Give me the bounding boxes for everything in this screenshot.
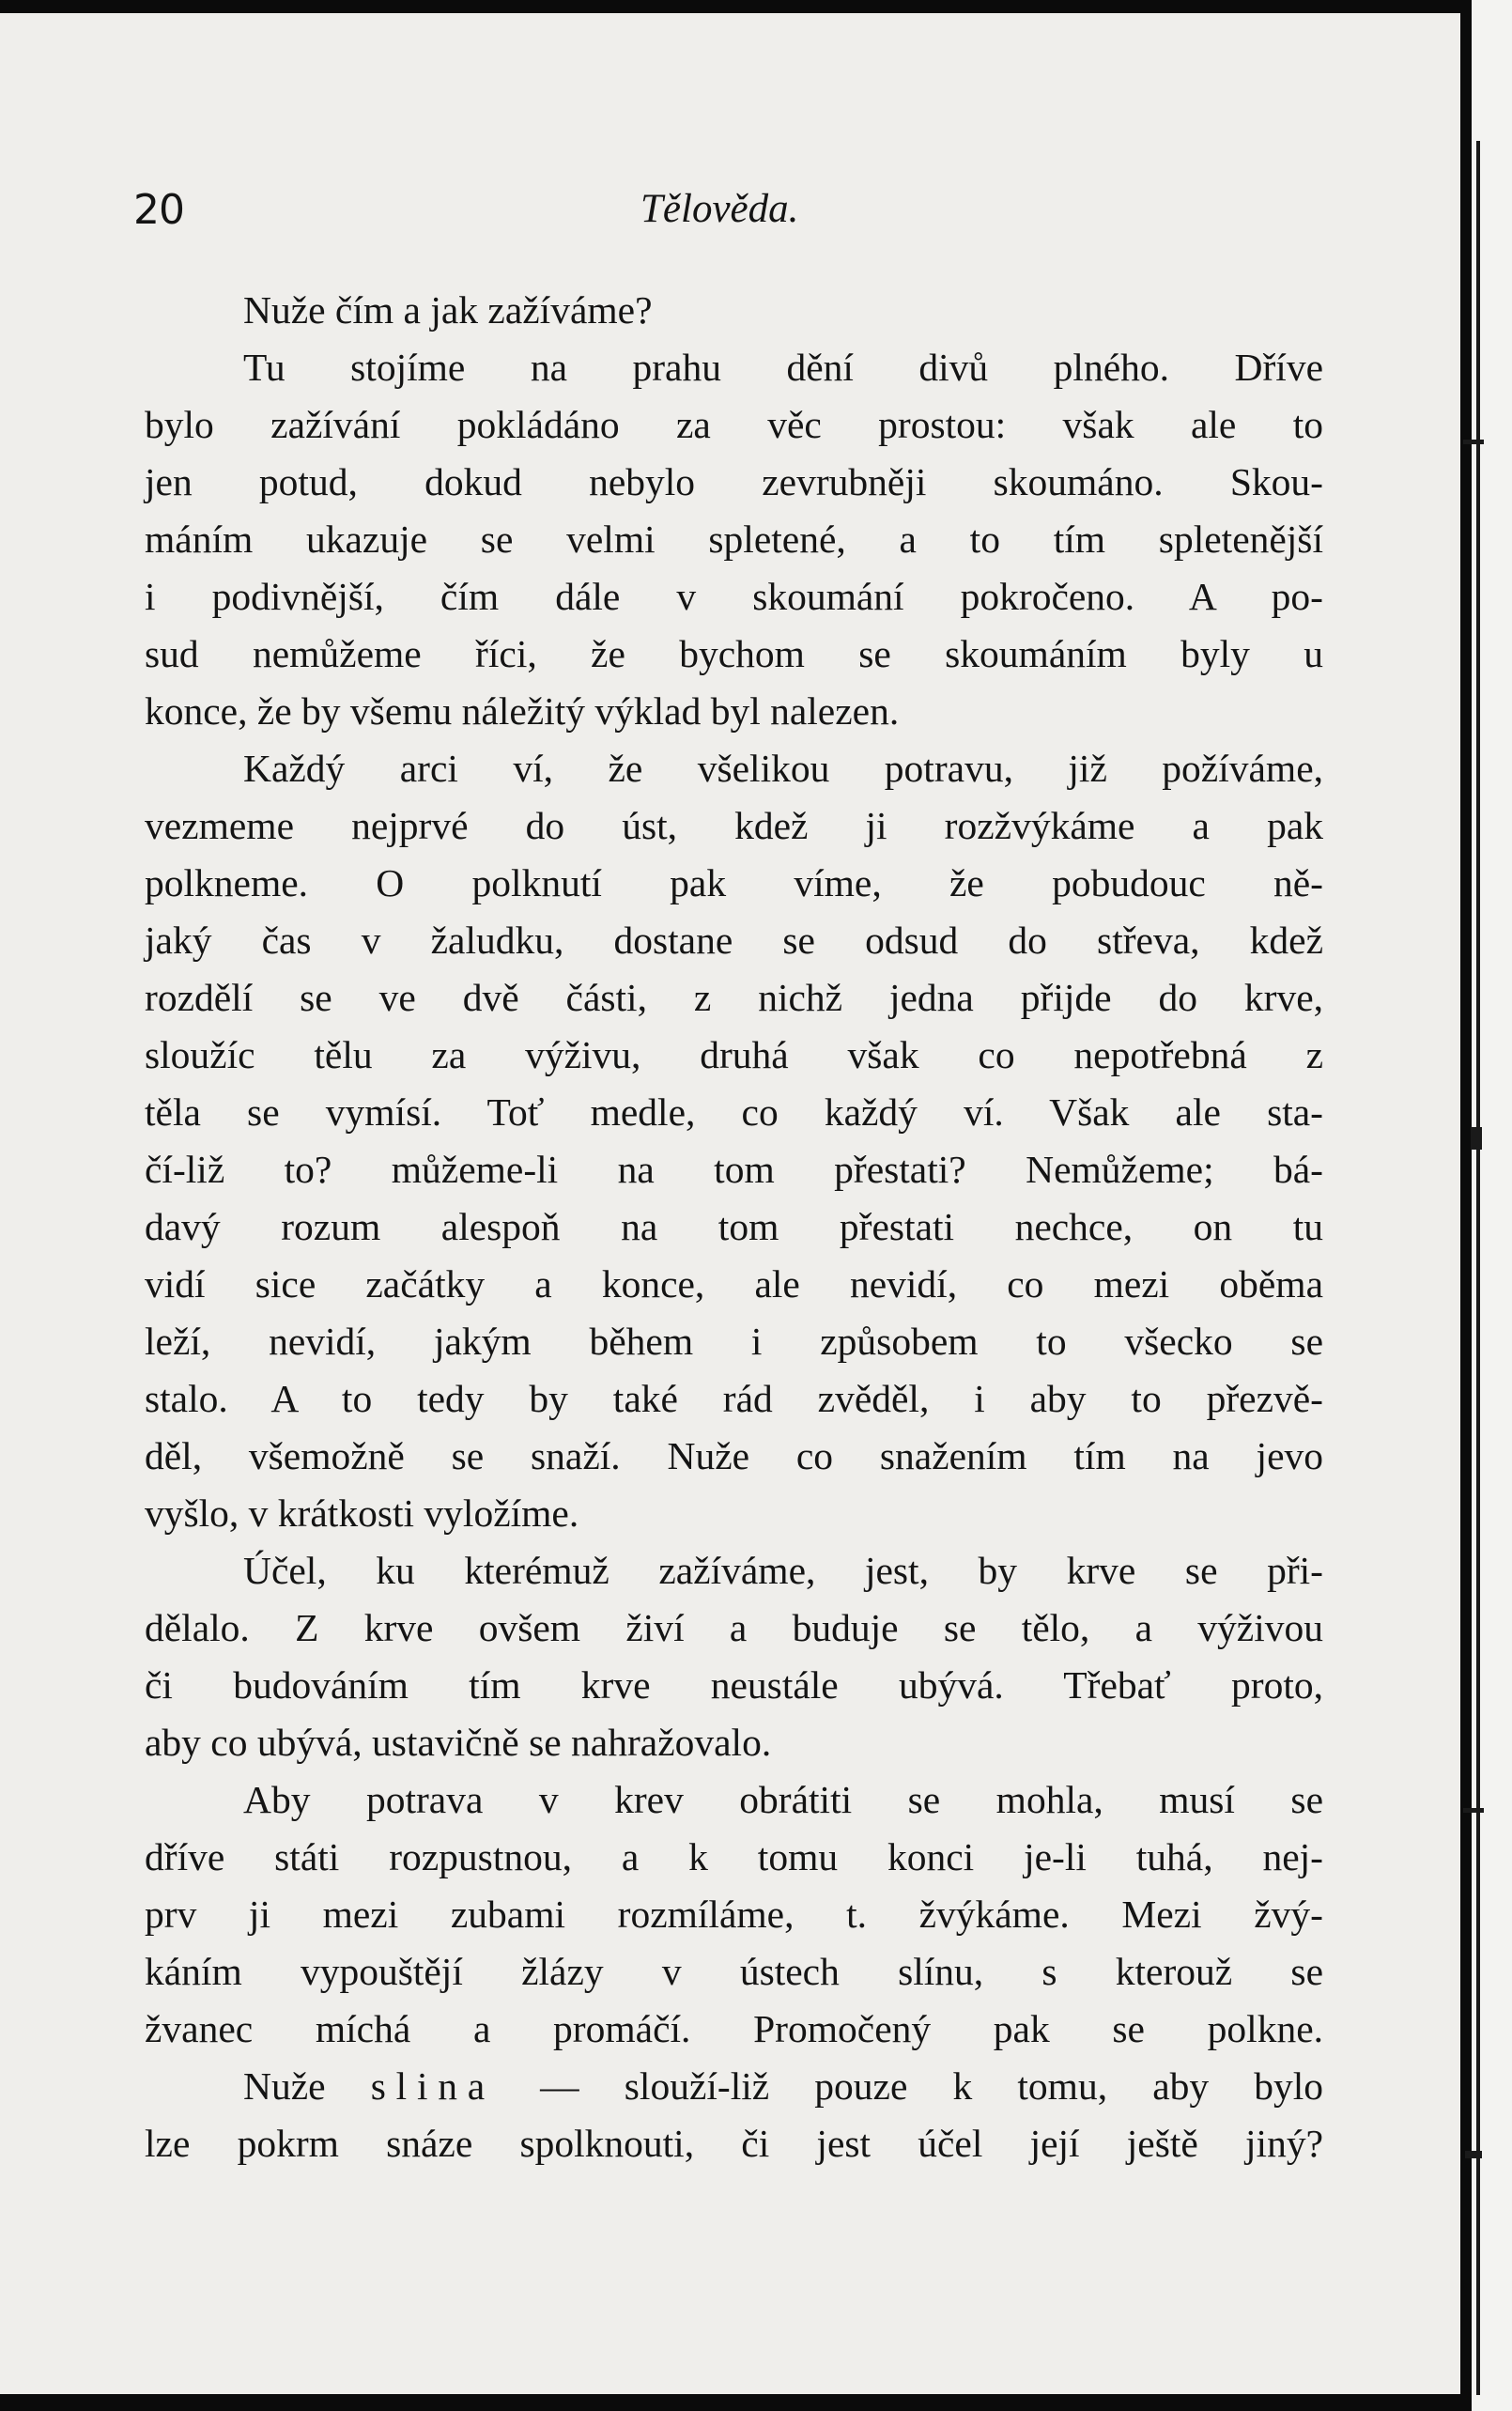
text-line: sud nemůžeme říci, že bychom se skoumáním byly u: [145, 632, 1323, 675]
text-line: dělalo. Z krve ovšem živí a buduje se tělo, a výživou: [145, 1606, 1323, 1649]
text-line: či budováním tím krve neustále ubývá. Třebať proto,: [145, 1663, 1323, 1707]
text-line: děl, všemožně se snaží. Nuže co snažením tím na jevo: [145, 1434, 1323, 1477]
text-line: rozdělí se ve dvě části, z nichž jedna přijde do krve,: [145, 976, 1323, 1019]
binding-tick-mark: [1463, 1808, 1484, 1813]
text-line: těla se vymísí. Toť medle, co každý ví. Však ale sta-: [145, 1090, 1323, 1134]
body-text: [145, 282, 1323, 2172]
text-line: vidí sice začátky a konce, ale nevidí, co mezi oběma: [145, 1262, 1323, 1306]
text-line: davý rozum alespoň na tom přestati nechce, on tu: [145, 1205, 1323, 1248]
text-run: — slouží-liž pouze k tomu, aby bylo: [495, 2064, 1324, 2108]
text-line: sloužíc tělu za výživu, druhá však co nepotřebná z: [145, 1033, 1323, 1076]
binding-tick-mark: [1465, 2151, 1482, 2158]
text-line: polkneme. O polknutí pak víme, že pobudouc ně-: [145, 861, 1323, 904]
text-line: i podivnější, čím dále v skoumání pokročeno. A po-: [145, 575, 1323, 618]
binding-tick-mark: [1471, 1127, 1482, 1150]
text-line: čí-liž to? můžeme-li na tom přestati? Nemůžeme; bá-: [145, 1148, 1323, 1191]
text-line: máním ukazuje se velmi spletené, a to tím spletenější: [145, 518, 1323, 561]
text-line: dříve státi rozpustnou, a k tomu konci je-li tuhá, nej-: [145, 1835, 1323, 1878]
text-line: lze pokrm snáze spolknouti, či jest účel její ještě jiný?: [145, 2122, 1323, 2165]
page-number: 20: [133, 186, 184, 234]
text-line: vezmeme nejprvé do úst, kdež ji rozžvýkáme a pak: [145, 804, 1323, 847]
text-line: Účel, ku kterémuž zažíváme, jest, by krve se při-: [243, 1549, 1323, 1592]
text-line: Nuže čím a jak zažíváme?: [243, 288, 653, 332]
text-line: prv ji mezi zubami rozmíláme, t. žvýkáme. Mezi žvý-: [145, 1893, 1323, 1936]
text-line: vyšlo, v krátkosti vyložíme.: [145, 1491, 579, 1535]
text-line: jen potud, dokud nebylo zevrubněji skoumáno. Skou-: [145, 460, 1323, 503]
text-run: Nuže: [243, 2064, 371, 2108]
text-line: káním vypouštějí žlázy v ústech slínu, s kterouž se: [145, 1950, 1323, 1993]
text-line: žvanec míchá a promáčí. Promočený pak se polkne.: [145, 2007, 1323, 2050]
running-title: Tělověda.: [640, 187, 799, 231]
text-line: stalo. A to tedy by také rád zvěděl, i aby to přezvě-: [145, 1377, 1323, 1420]
text-line: aby co ubývá, ustavičně se nahražovalo.: [145, 1721, 772, 1764]
text-line: Každý arci ví, že všelikou potravu, již požíváme,: [243, 747, 1323, 790]
page-header: [133, 186, 1335, 252]
text-line: jaký čas v žaludku, dostane se odsud do střeva, kdež: [145, 919, 1323, 962]
text-line: konce, že by všemu náležitý výklad byl nalezen.: [145, 689, 900, 733]
emphasized-word: slina: [370, 2064, 496, 2108]
text-line: [145, 2058, 1323, 2115]
text-line: Tu stojíme na prahu dění divů plného. Dříve: [243, 346, 1323, 389]
text-line: bylo zažívání pokládáno za věc prostou: však ale to: [145, 403, 1323, 446]
text-line: leží, nevidí, jakým během i způsobem to všecko se: [145, 1320, 1323, 1363]
binding-tick-mark: [1463, 440, 1484, 444]
text-line: Aby potrava v krev obrátiti se mohla, musí se: [243, 1778, 1323, 1821]
binding-edge-line: [1476, 141, 1480, 2395]
